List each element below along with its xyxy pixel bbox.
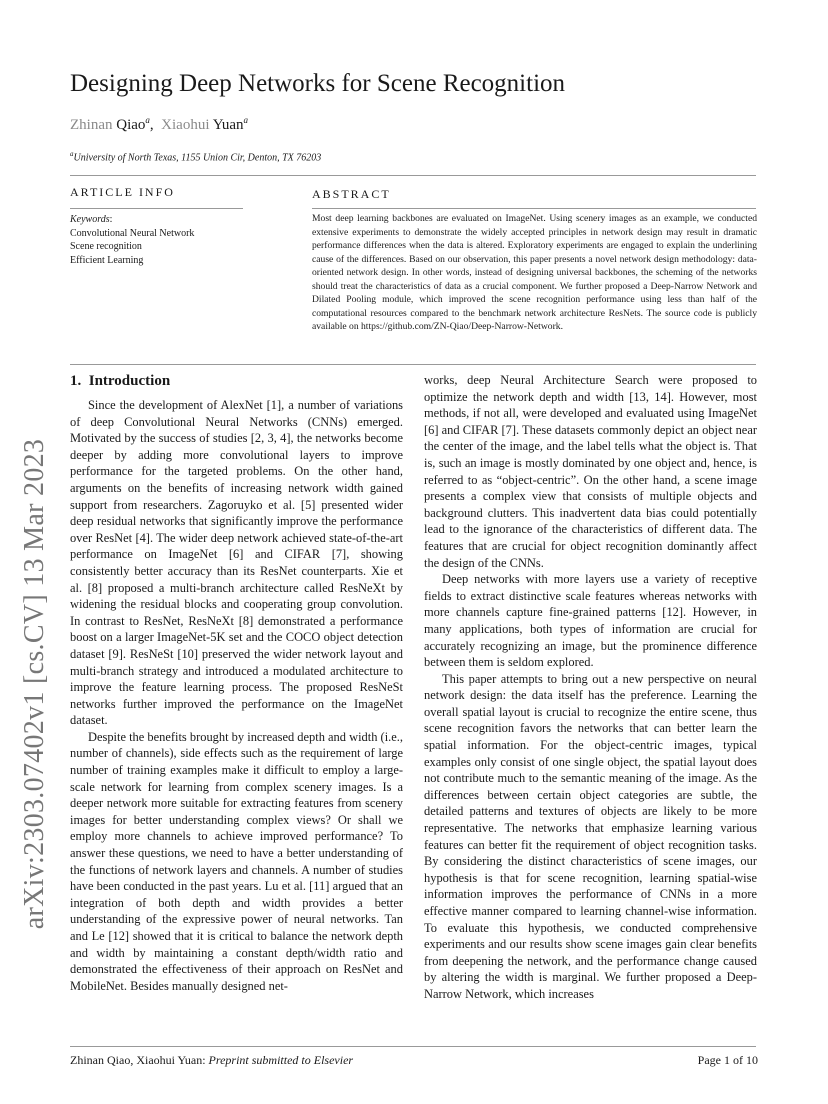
footer-citation xyxy=(70,1053,353,1068)
right-column xyxy=(424,372,757,1003)
body-paragraph: Since the development of AlexNet [1], a number of variations of deep Convolutional Neural Networks (CNNs) emerged. Motivated by the success of studies [2, 3, 4], the networks become deeper by adding more convolutional layers to improve performance for the targeted problems. On the other hand, arguments on the benefits of increasing network width gained support from researchers. Zagoruyko et al. [5] presented wider deep residual networks that significantly improve the performance over ResNet [4]. The wider deep network achieved state-of-the-art performance on ImageNet [6] and CIFAR [7], showing consistently better accuracy than its ResNet counterparts. Xie et al. [8] proposed a multi-branch architecture called ResNeXt by widening the residual blocks and cooperating group convolution. In contrast to ResNet, ResNeXt [8] demonstrated a performance boost on a larger ImageNet-5K set and the COCO object detection dataset [9]. ResNeSt [10] preserved the wider network layout and multi-branch strategy and introduced a modulated architecture to improve the feature learning process. The proposed ResNeSt networks further improved the performance on the ImageNet dataset. xyxy=(70,398,403,728)
footer-journal: Preprint submitted to Elsevier xyxy=(208,1053,354,1067)
author-2-family: Yuan xyxy=(212,117,244,133)
header-divider xyxy=(70,175,756,176)
left-column xyxy=(70,397,403,994)
arxiv-identifier-stamp: arXiv:2303.07402v1 [cs.CV] 13 Mar 2023 xyxy=(19,438,50,930)
footer-authors: Zhinan Qiao, Xiaohui Yuan: xyxy=(70,1053,206,1067)
author-1 xyxy=(70,117,150,133)
page-number: Page 1 of 10 xyxy=(697,1053,758,1067)
abstract-heading: ABSTRACT xyxy=(312,187,391,201)
abstract-divider xyxy=(312,208,756,209)
body-paragraph: This paper attempts to bring out a new perspective on neural network design: the data itself has the preference. Learning the overall spatial layout is crucial to recognize the entire scene, thus scene recognition favors the networks that can better learn the spatial information. For the object-centric images, typical examples only consist of one single object, the spatial layout does not contribute much to the semantic meaning of the image. As the differences between certain object categories are subtle, the detailed patterns and textures of objects are likely to be more representative. The networks that emphasize learning various features can better fit the requirement of object recognition tasks. By considering the distinct characteristics of scene images, our hypothesis is that for scene recognition, learning spatial-wise information improves the performance of CNNs in a more effective manner compared to learning channel-wise information. To evaluate this hypothesis, we conducted comprehensive experiments and our results show scene images gain clear benefits from deepening the network, and the performance change caused by altering the width is marginal. We further proposed a Deep-Narrow Network, which increases xyxy=(424,671,757,1001)
keyword-item: Efficient Learning xyxy=(70,254,144,266)
keyword-item: Scene recognition xyxy=(70,241,142,253)
keywords-label: Keywords xyxy=(70,214,110,225)
author-list xyxy=(70,115,248,134)
keywords-block: Keywords: Convolutional Neural Network Scene recognition Efficient Learning xyxy=(70,214,195,266)
keyword-item: Convolutional Neural Network xyxy=(70,227,195,239)
affiliation-marker: a xyxy=(70,150,74,158)
article-info-divider xyxy=(70,208,243,209)
author-2 xyxy=(161,117,248,133)
abstract-text: Most deep learning backbones are evaluated on ImageNet. Using scenery images as an example, we conducted extensive experiments to demonstrate the widely accepted principles in network design may result in dramatic performance differences when the data is altered. Exploratory experiments are engaged to explain the underlining cause of the differences. Based on our observation, this paper presents a novel network design methodology: data-oriented network design. In other words, instead of designing universal backbones, the scheming of the networks should treat the characteristics of data as a crucial component. We further proposed a Deep-Narrow Network and Dilated Pooling module, which improved the scene recognition performance using less than half of the computational resources compared to the benchmark network architecture ResNets. The source code is publicly available on https://github.com/ZN-Qiao/Deep-Narrow-Network. xyxy=(312,213,757,332)
author-1-given: Zhinan xyxy=(70,117,113,133)
footer-divider xyxy=(70,1046,756,1047)
section-title: Introduction xyxy=(88,373,171,389)
article-info-heading: ARTICLE INFO xyxy=(70,185,175,199)
affiliation xyxy=(70,150,321,163)
abstract-bottom-divider xyxy=(70,364,756,365)
body-paragraph: works, deep Neural Architecture Search were proposed to optimize the network depth and width [13, 14]. However, most methods, if not all, were developed and evaluated using ImageNet [6] and CIFAR [7]. These datasets commonly depict an object near the center of the image, and the label tells what the object is. That is, such an image is mostly dominated by one object and, hence, is referred to as “object-centric”. On the other hand, a scene image presents a complex view that consists of multiple objects and background clutters. This inadvertent data bias could potentially lead to the ignorance of the characteristics of different data. The features that are crucial for object recognition dominantly affect the design of the CNNs. xyxy=(424,373,757,570)
author-2-affil-marker: a xyxy=(243,115,249,125)
body-paragraph: Deep networks with more layers use a variety of receptive fields to extract distinctive scale features whereas networks with more channels capture fine-grained patterns [12]. However, in many applications, both types of information are crucial for accurately recognizing an image, but the prominence difference between them is seldom explored. xyxy=(424,572,757,670)
section-number: 1. xyxy=(70,373,82,389)
body-paragraph: Despite the benefits brought by increased depth and width (i.e., number of channels), side effects such as the requirement of large number of training examples make it difficult to employ a large-scale network for learning from complex scenery images. Is a deeper network more suitable for extracting features from scenery images for better understanding complex views? Or shall we employ more channels to achieve improved performance? To answer these questions, we need to have a better understanding of the functions of network layers and channels. A number of studies have been conducted in the past years. Lu et al. [11] argued that an integration of both depth and width provides a better understanding of the expressive power of neural networks. Tan and Le [12] showed that it is critical to balance the network depth and width by maintaining a constant depth/width ratio and demonstrated the effectiveness of their approach on ResNet and MobileNet. Besides manually designed net- xyxy=(70,729,403,993)
author-1-affil-marker: a xyxy=(145,115,150,125)
section-heading xyxy=(70,373,170,390)
author-1-family: Qiao xyxy=(116,117,146,133)
affiliation-text: University of North Texas, 1155 Union Cir, Denton, TX 76203 xyxy=(73,152,322,164)
author-2-given: Xiaohui xyxy=(161,117,210,133)
author-separator: , xyxy=(149,117,154,133)
paper-title: Designing Deep Networks for Scene Recognition xyxy=(70,70,566,97)
